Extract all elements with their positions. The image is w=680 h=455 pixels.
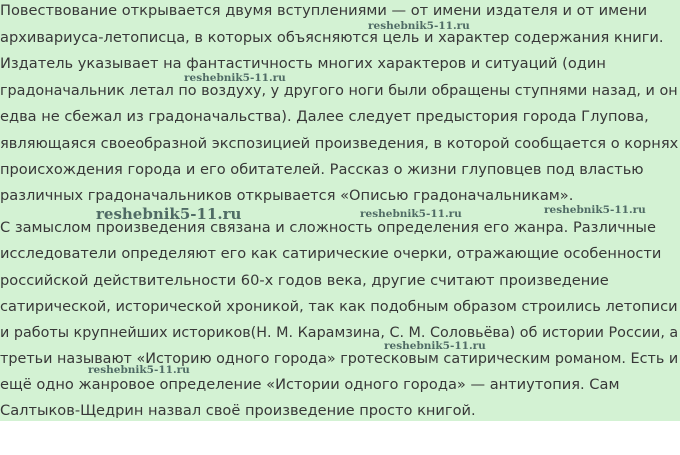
watermark: reshebnik5-11.ru <box>544 204 646 216</box>
text-line: архивариуса-летописца, в которых объясняются цель и характер содержания книги. <box>0 29 664 46</box>
watermark: reshebnik5-11.ru <box>368 20 470 32</box>
watermark: reshebnik5-11.ru <box>184 72 286 84</box>
text-line: российской действительности 60-х годов века, другие считают произведение <box>0 272 609 289</box>
text-line: третьи называют «Историю одного города» гротесковым сатирическим романом. Есть и <box>0 351 679 367</box>
text-line: С замыслом произведения связана и сложность определения его жанра. Различные <box>0 219 656 236</box>
text-line: ещё одно жанровое определение «Истории одного города» — антиутопия. Сам <box>0 376 620 393</box>
text-line: исследователи определяют его как сатирические очерки, отражающие особенности <box>0 245 662 262</box>
watermark: reshebnik5-11.ru <box>360 208 462 220</box>
watermark: reshebnik5-11.ru <box>96 205 242 223</box>
text-line: происхождения города и его обитателей. Рассказ о жизни глуповцев под властью <box>0 161 644 178</box>
text-line: Салтыков-Щедрин назвал своё произведение просто книгой. <box>0 402 476 419</box>
watermark: reshebnik5-11.ru <box>384 340 486 352</box>
text-line: и работы крупнейших историков(Н. М. Карамзина, С. М. Соловьёва) об истории России, а <box>0 325 679 341</box>
text-line: различных градоначальников открывается «Описью градоначальникам». <box>0 187 574 204</box>
text-line: сатирической, исторической хроникой, так как подобным образом строились летописи <box>0 298 678 315</box>
text-line: едва не сбежал из градоначальства). Далее следует предыстория города Глупова, <box>0 108 649 125</box>
text-line: градоначальник летал по воздуху, у другого ноги были обращены ступнями назад, и он <box>0 83 678 99</box>
text-line: Издатель указывает на фантастичность многих характеров и ситуаций (один <box>0 55 606 72</box>
text-line: Повествование открывается двумя вступлениями — от имени издателя и от имени <box>0 2 648 19</box>
watermark: reshebnik5-11.ru <box>88 364 190 376</box>
text-line: являющаяся своеобразной экспозицией произведения, в которой сообщается о корнях <box>0 135 679 152</box>
